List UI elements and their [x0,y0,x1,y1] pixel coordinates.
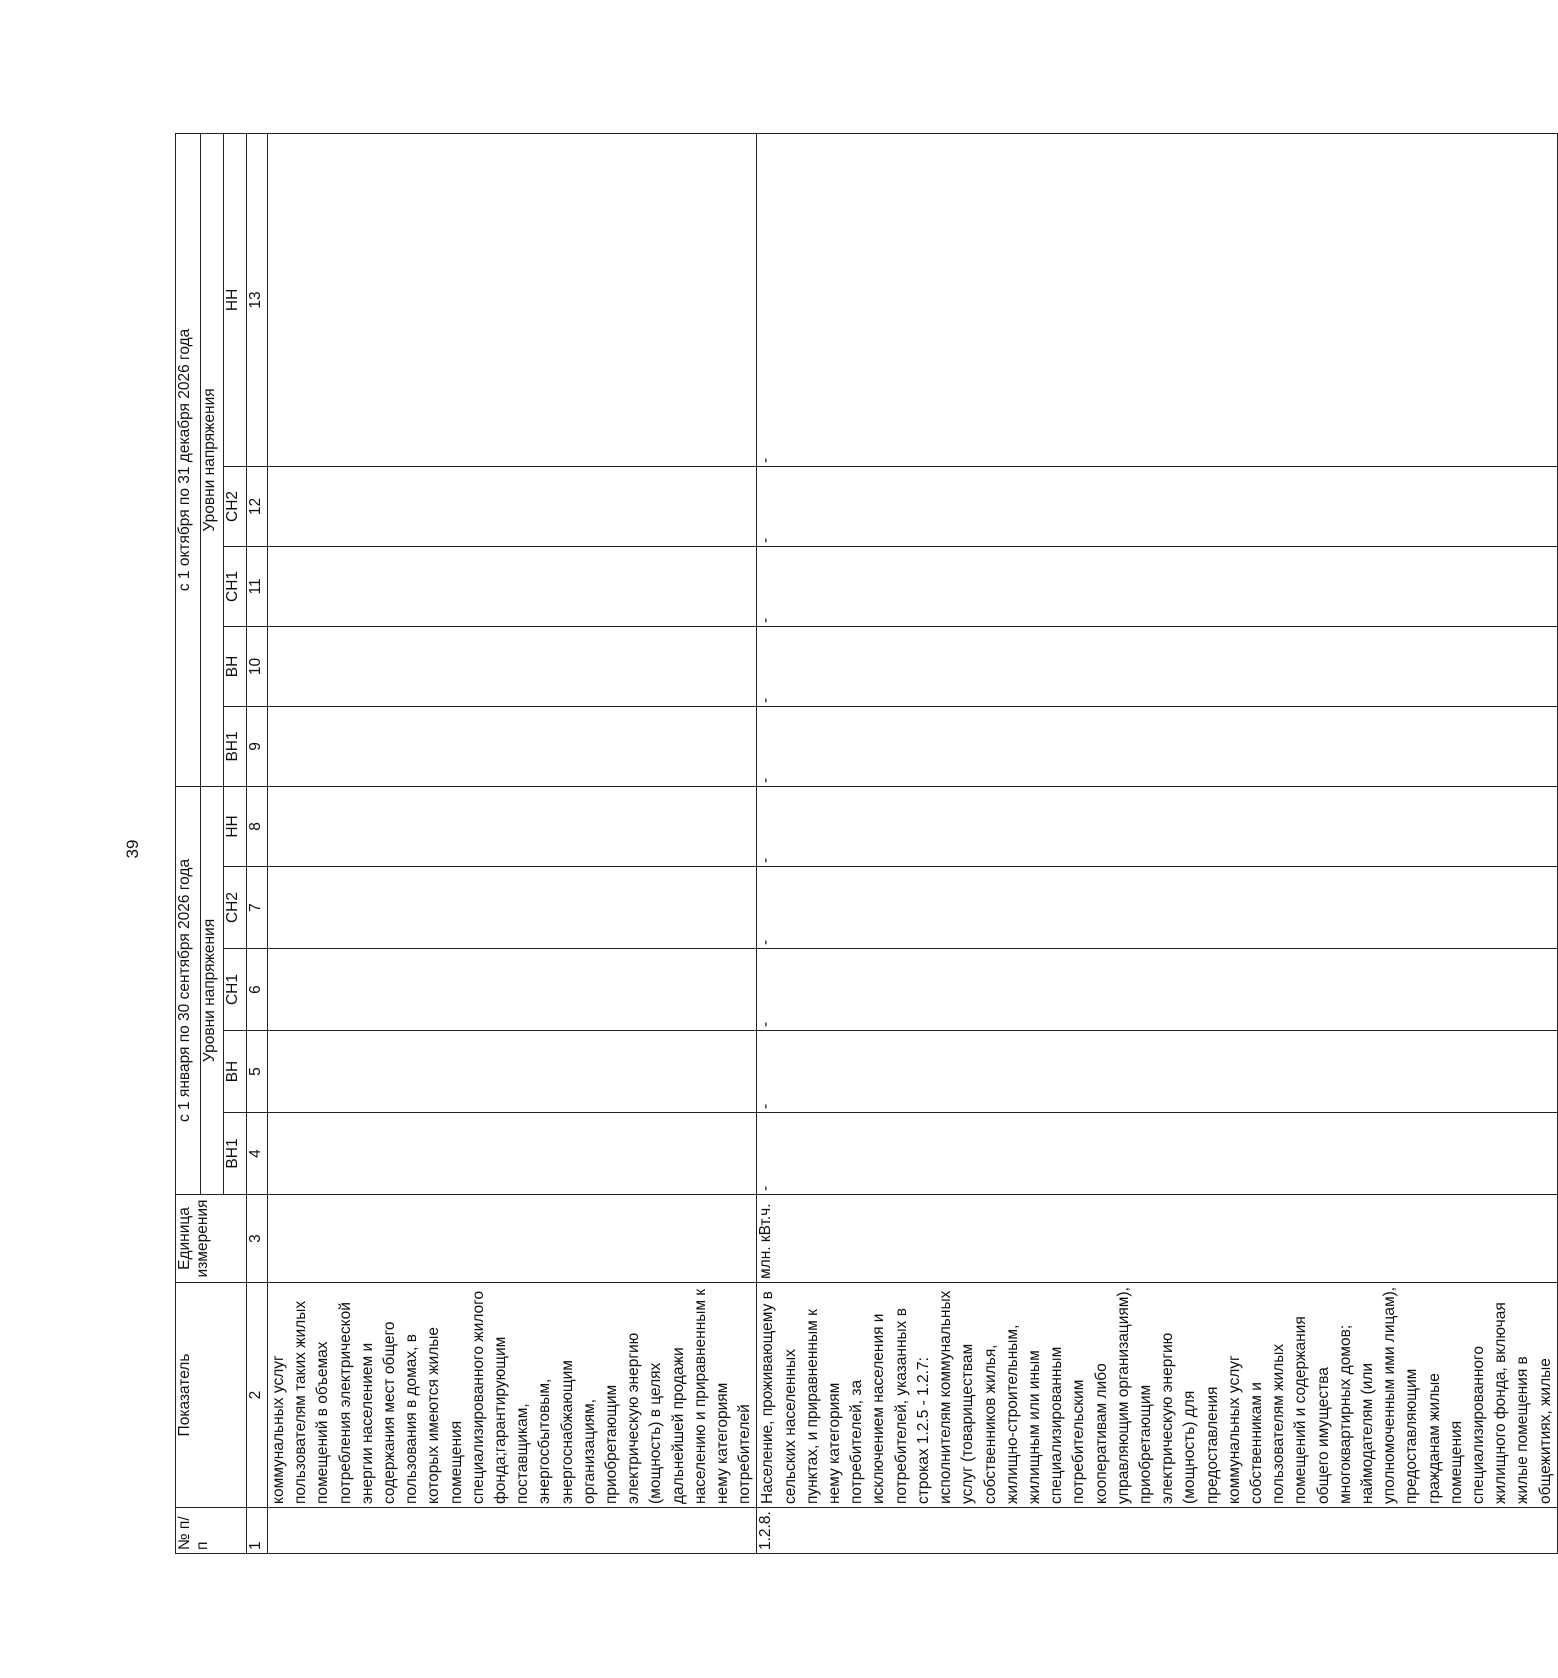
row-indicator: коммунальных услуг пользователям таких жилых помещений в объемах потребления электрической энергии населением и содержания мест общего пользования в домах, в которых имеются жилые помещения специализированного жилого фонда;гарантирующим поставщикам, энергосбытовым, энергоснабжающим организациям, приобретающим электрическую энергию (мощность) в целях дальнейшей продажи населению и приравненным к нему категориям потребителей [268,1283,757,1508]
table-container [175,154,1554,1554]
header-level-sn1: СН1 [224,949,247,1031]
row-value: - [757,626,1557,706]
column-number: 10 [247,626,268,706]
header-level-vn: ВН [224,1031,247,1113]
table-row [268,133,757,1553]
column-number: 8 [247,786,268,866]
row-num: 1.2.8. [757,1508,1557,1554]
row-value: - [757,466,1557,546]
header-level-nn: НН [224,786,247,866]
header-level-nn: НН [224,133,247,466]
header-level-sn2: СН2 [224,466,247,546]
header-level-sn2: СН2 [224,867,247,949]
header-level-vn1: ВН1 [224,1113,247,1195]
row-value [268,626,757,706]
row-value [268,949,757,1031]
header-level-vn1: ВН1 [224,706,247,786]
table-row [757,133,1557,1553]
row-value [268,466,757,546]
column-number: 2 [247,1283,268,1508]
row-value: - [757,786,1557,866]
row-value [268,786,757,866]
header-unit: Единица измерения [176,1195,247,1283]
column-number: 11 [247,546,268,626]
row-value: - [757,706,1557,786]
row-value [268,867,757,949]
tariff-table [175,133,1558,1554]
row-value [268,706,757,786]
header-voltage-levels-1: Уровни напряжения [201,786,224,1194]
column-number: 1 [247,1508,268,1554]
header-period-1: с 1 января по 30 сентября 2026 года [176,786,201,1194]
column-number: 3 [247,1195,268,1283]
column-number: 9 [247,706,268,786]
row-value [268,1031,757,1113]
column-number: 13 [247,133,268,466]
header-level-sn1: СН1 [224,546,247,626]
row-value: - [757,1113,1557,1195]
column-number: 7 [247,867,268,949]
row-value: - [757,1031,1557,1113]
row-indicator: Население, проживающему в сельских населенных пунктах, и приравненным к нему категориям потребителей, за исключением населения и потребителей, указанных в строках 1.2.5 - 1.2.7: исполнителям коммунальных услуг (товариществам собственников жилья, жилищно-строительным, жилищным или иным специализированным потребительским кооперативам либо управляющим организациям), приобретающим электрическую энергию (мощность) для предоставления коммунальных услуг собственникам и пользователям жилых помещений и содержания общего имущества многоквартирных домов; наймодателям (или уполномоченным ими лицам), предоставляющим гражданам жилые помещения специализированного жилищного фонда, включая жилые помещения в общежитиях, жилые [757,1283,1557,1508]
column-number: 4 [247,1113,268,1195]
row-unit [268,1195,757,1283]
column-number: 5 [247,1031,268,1113]
header-indicator: Показатель [176,1283,247,1508]
row-unit: млн. кВт.ч. [757,1195,1557,1283]
column-number: 12 [247,466,268,546]
row-value: - [757,949,1557,1031]
header-num: № п/п [176,1508,247,1554]
row-value: - [757,867,1557,949]
row-value [268,133,757,466]
row-value [268,546,757,626]
row-value: - [757,133,1557,466]
header-level-vn: ВН [224,626,247,706]
row-value [268,1113,757,1195]
row-value: - [757,546,1557,626]
header-period-2: с 1 октября по 31 декабря 2026 года [176,133,201,786]
column-number: 6 [247,949,268,1031]
header-voltage-levels-2: Уровни напряжения [201,133,224,786]
row-num [268,1508,757,1554]
page-number: 39 [123,839,142,859]
